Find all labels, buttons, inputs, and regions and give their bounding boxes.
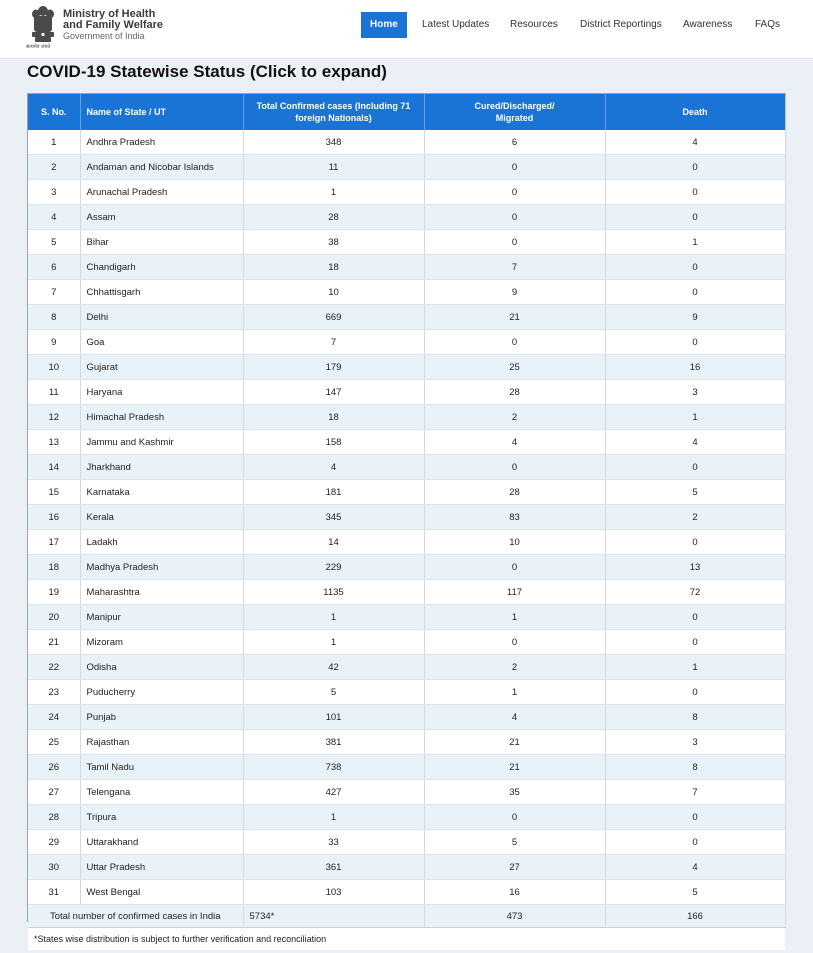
cell-death: 0 [605, 680, 785, 705]
cell-state-name: Odisha [80, 655, 243, 680]
cell-cured: 28 [424, 380, 605, 405]
cell-sno: 18 [28, 555, 80, 580]
cell-state-name: Arunachal Pradesh [80, 180, 243, 205]
cell-confirmed: 10 [243, 280, 424, 305]
cell-death: 5 [605, 480, 785, 505]
cell-state-name: Goa [80, 330, 243, 355]
cell-state-name: West Bengal [80, 880, 243, 905]
statewise-table [28, 94, 786, 950]
cell-cured: 0 [424, 180, 605, 205]
cell-sno: 19 [28, 580, 80, 605]
cell-state-name: Uttar Pradesh [80, 855, 243, 880]
cell-sno: 3 [28, 180, 80, 205]
cell-cured: 0 [424, 555, 605, 580]
table-row [28, 680, 785, 705]
cell-confirmed: 18 [243, 255, 424, 280]
table-row [28, 155, 785, 180]
table-row [28, 280, 785, 305]
cell-cured: 2 [424, 405, 605, 430]
table-row [28, 130, 785, 155]
column-header-sno: S. No. [28, 94, 80, 130]
cell-cured: 35 [424, 780, 605, 805]
cell-cured: 7 [424, 255, 605, 280]
cell-cured: 4 [424, 430, 605, 455]
cell-sno: 28 [28, 805, 80, 830]
cell-state-name: Kerala [80, 505, 243, 530]
cell-death: 8 [605, 755, 785, 780]
cell-confirmed: 427 [243, 780, 424, 805]
cell-death: 1 [605, 230, 785, 255]
cell-state-name: Assam [80, 205, 243, 230]
cell-sno: 16 [28, 505, 80, 530]
page-title[interactable]: COVID-19 Statewise Status (Click to expand) [27, 62, 387, 81]
cell-sno: 31 [28, 880, 80, 905]
cell-confirmed: 4 [243, 455, 424, 480]
table-body [28, 130, 785, 950]
cell-death: 0 [605, 255, 785, 280]
column-header-death: Death [605, 94, 785, 130]
cell-sno: 6 [28, 255, 80, 280]
cell-state-name: Jharkhand [80, 455, 243, 480]
cell-state-name: Telengana [80, 780, 243, 805]
cell-state-name: Delhi [80, 305, 243, 330]
cell-cured: 9 [424, 280, 605, 305]
total-death: 166 [605, 905, 785, 928]
cell-confirmed: 18 [243, 405, 424, 430]
cell-confirmed: 361 [243, 855, 424, 880]
table-row [28, 180, 785, 205]
cell-confirmed: 669 [243, 305, 424, 330]
cell-death: 1 [605, 405, 785, 430]
cell-confirmed: 33 [243, 830, 424, 855]
cell-cured: 83 [424, 505, 605, 530]
cell-confirmed: 345 [243, 505, 424, 530]
table-row [28, 505, 785, 530]
column-header-cured [424, 94, 605, 130]
table-row [28, 355, 785, 380]
table-row [28, 555, 785, 580]
cell-confirmed: 1 [243, 605, 424, 630]
cured-header-line2: Migrated [495, 113, 534, 123]
cell-cured: 27 [424, 855, 605, 880]
cell-death: 0 [605, 180, 785, 205]
table-row [28, 880, 785, 905]
table-footnote: *States wise distribution is subject to further verification and reconciliation [28, 928, 785, 951]
cell-death: 9 [605, 305, 785, 330]
cell-cured: 2 [424, 655, 605, 680]
cell-sno: 26 [28, 755, 80, 780]
cell-death: 0 [605, 805, 785, 830]
total-label: Total number of confirmed cases in India [28, 905, 243, 928]
cell-death: 72 [605, 580, 785, 605]
cell-sno: 14 [28, 455, 80, 480]
cell-sno: 23 [28, 680, 80, 705]
cell-death: 0 [605, 605, 785, 630]
cell-cured: 5 [424, 830, 605, 855]
column-header-confirmed [243, 94, 424, 130]
table-row [28, 830, 785, 855]
cell-cured: 117 [424, 580, 605, 605]
cell-state-name: Puducherry [80, 680, 243, 705]
cell-state-name: Uttarakhand [80, 830, 243, 855]
table-row [28, 380, 785, 405]
cell-death: 1 [605, 655, 785, 680]
table-row [28, 855, 785, 880]
table-row [28, 230, 785, 255]
table-row [28, 330, 785, 355]
cell-state-name: Maharashtra [80, 580, 243, 605]
cell-death: 0 [605, 155, 785, 180]
total-row [28, 905, 785, 928]
cell-confirmed: 28 [243, 205, 424, 230]
table-row [28, 255, 785, 280]
table-header-row [28, 94, 785, 130]
national-emblem-logo[interactable] [26, 2, 60, 52]
cell-cured: 21 [424, 305, 605, 330]
cell-confirmed: 179 [243, 355, 424, 380]
cell-sno: 13 [28, 430, 80, 455]
cell-sno: 8 [28, 305, 80, 330]
cell-state-name: Rajasthan [80, 730, 243, 755]
note-row [28, 928, 785, 951]
ministry-name-line1: Ministry of Health [63, 8, 156, 20]
table-row [28, 655, 785, 680]
table-row [28, 805, 785, 830]
cell-state-name: Gujarat [80, 355, 243, 380]
cell-sno: 20 [28, 605, 80, 630]
cell-state-name: Punjab [80, 705, 243, 730]
cell-confirmed: 381 [243, 730, 424, 755]
cell-state-name: Manipur [80, 605, 243, 630]
cell-state-name: Chhattisgarh [80, 280, 243, 305]
cell-sno: 15 [28, 480, 80, 505]
cell-death: 0 [605, 330, 785, 355]
cell-death: 3 [605, 730, 785, 755]
cell-sno: 17 [28, 530, 80, 555]
cell-state-name: Haryana [80, 380, 243, 405]
confirmed-header-line2: foreign Nationals) [295, 113, 372, 123]
cell-confirmed: 5 [243, 680, 424, 705]
cell-death: 0 [605, 630, 785, 655]
nav-resources[interactable]: Resources [510, 19, 558, 30]
cell-death: 0 [605, 530, 785, 555]
cell-cured: 0 [424, 155, 605, 180]
cell-confirmed: 147 [243, 380, 424, 405]
cell-sno: 21 [28, 630, 80, 655]
table-row [28, 455, 785, 480]
table-row [28, 405, 785, 430]
government-label: Government of India [63, 31, 145, 41]
cell-death: 0 [605, 830, 785, 855]
cell-state-name: Mizoram [80, 630, 243, 655]
cell-death: 4 [605, 855, 785, 880]
table-row [28, 305, 785, 330]
cell-sno: 24 [28, 705, 80, 730]
cell-cured: 0 [424, 205, 605, 230]
nav-latest-updates[interactable]: Latest Updates [422, 19, 490, 30]
cell-cured: 4 [424, 705, 605, 730]
cell-death: 4 [605, 130, 785, 155]
cell-confirmed: 1 [243, 180, 424, 205]
cell-confirmed: 1 [243, 630, 424, 655]
cell-confirmed: 38 [243, 230, 424, 255]
total-confirmed: 5734* [243, 905, 424, 928]
cell-death: 5 [605, 880, 785, 905]
nav-home[interactable]: Home [361, 12, 407, 38]
cell-sno: 22 [28, 655, 80, 680]
emblem-caption: सत्यमेव जयते [26, 44, 51, 50]
cell-death: 8 [605, 705, 785, 730]
cell-state-name: Karnataka [80, 480, 243, 505]
cell-state-name: Andaman and Nicobar Islands [80, 155, 243, 180]
site-header [0, 0, 813, 59]
ministry-name-line2: and Family Welfare [63, 19, 164, 31]
cell-confirmed: 1 [243, 805, 424, 830]
cell-confirmed: 14 [243, 530, 424, 555]
cell-death: 13 [605, 555, 785, 580]
cell-state-name: Chandigarh [80, 255, 243, 280]
statewise-table-container [27, 93, 786, 944]
cell-cured: 28 [424, 480, 605, 505]
cell-state-name: Bihar [80, 230, 243, 255]
cell-sno: 10 [28, 355, 80, 380]
cell-state-name: Jammu and Kashmir [80, 430, 243, 455]
cell-confirmed: 1135 [243, 580, 424, 605]
cell-death: 0 [605, 455, 785, 480]
cell-sno: 5 [28, 230, 80, 255]
cell-confirmed: 101 [243, 705, 424, 730]
table-row [28, 730, 785, 755]
cell-confirmed: 7 [243, 330, 424, 355]
cell-cured: 25 [424, 355, 605, 380]
cell-sno: 7 [28, 280, 80, 305]
cell-state-name: Ladakh [80, 530, 243, 555]
cell-state-name: Andhra Pradesh [80, 130, 243, 155]
cell-confirmed: 103 [243, 880, 424, 905]
cell-confirmed: 181 [243, 480, 424, 505]
table-row [28, 530, 785, 555]
cell-state-name: Tamil Nadu [80, 755, 243, 780]
cell-cured: 21 [424, 755, 605, 780]
cell-state-name: Madhya Pradesh [80, 555, 243, 580]
cell-death: 2 [605, 505, 785, 530]
table-row [28, 780, 785, 805]
cell-state-name: Tripura [80, 805, 243, 830]
table-row [28, 580, 785, 605]
cell-death: 16 [605, 355, 785, 380]
cell-death: 7 [605, 780, 785, 805]
table-row [28, 430, 785, 455]
cell-death: 3 [605, 380, 785, 405]
cell-sno: 27 [28, 780, 80, 805]
total-cured: 473 [424, 905, 605, 928]
cell-cured: 0 [424, 230, 605, 255]
confirmed-header-line1: Total Confirmed cases (Including 71 [256, 101, 411, 111]
column-header-name: Name of State / UT [80, 94, 243, 130]
cell-cured: 6 [424, 130, 605, 155]
cell-confirmed: 738 [243, 755, 424, 780]
cell-death: 4 [605, 430, 785, 455]
cell-death: 0 [605, 205, 785, 230]
cell-sno: 9 [28, 330, 80, 355]
table-row [28, 630, 785, 655]
cured-header-line1: Cured/Discharged/ [474, 101, 555, 111]
table-row [28, 205, 785, 230]
cell-state-name: Himachal Pradesh [80, 405, 243, 430]
cell-confirmed: 158 [243, 430, 424, 455]
cell-confirmed: 348 [243, 130, 424, 155]
cell-cured: 1 [424, 605, 605, 630]
nav-district-reportings[interactable]: District Reportings [580, 19, 662, 30]
table-row [28, 605, 785, 630]
cell-sno: 11 [28, 380, 80, 405]
cell-cured: 0 [424, 455, 605, 480]
cell-sno: 29 [28, 830, 80, 855]
cell-cured: 0 [424, 805, 605, 830]
cell-sno: 12 [28, 405, 80, 430]
table-row [28, 480, 785, 505]
cell-confirmed: 229 [243, 555, 424, 580]
cell-cured: 0 [424, 330, 605, 355]
cell-cured: 10 [424, 530, 605, 555]
cell-sno: 1 [28, 130, 80, 155]
cell-sno: 2 [28, 155, 80, 180]
cell-cured: 1 [424, 680, 605, 705]
cell-cured: 0 [424, 630, 605, 655]
cell-death: 0 [605, 280, 785, 305]
cell-cured: 21 [424, 730, 605, 755]
cell-confirmed: 11 [243, 155, 424, 180]
cell-sno: 25 [28, 730, 80, 755]
cell-cured: 16 [424, 880, 605, 905]
nav-faqs[interactable]: FAQs [755, 19, 781, 30]
cell-confirmed: 42 [243, 655, 424, 680]
nav-awareness[interactable]: Awareness [683, 19, 733, 30]
table-row [28, 705, 785, 730]
cell-sno: 30 [28, 855, 80, 880]
cell-sno: 4 [28, 205, 80, 230]
table-row [28, 755, 785, 780]
